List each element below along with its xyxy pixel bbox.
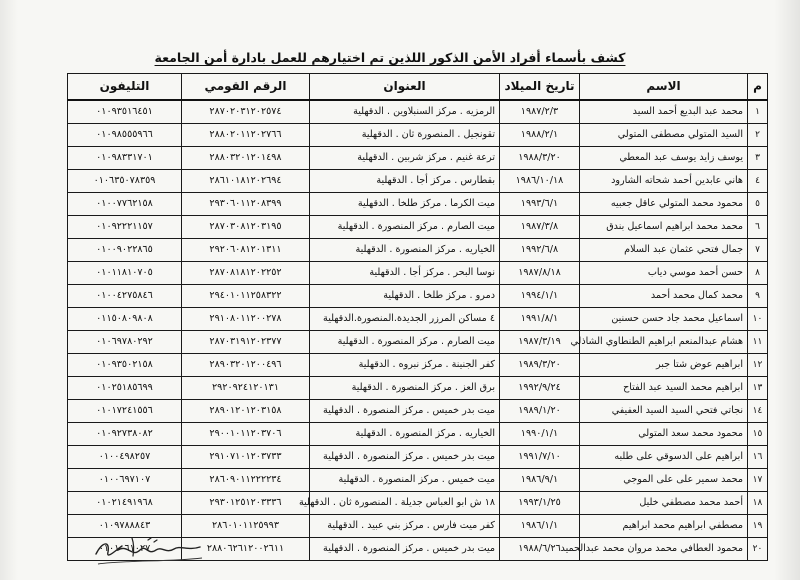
row-address: ميت بدر خميس . مركز المنصورة . الدقهلية — [310, 446, 500, 469]
row-name: يوسف زايد يوسف عبد المعطي — [580, 147, 748, 170]
row-birth-date: ١٩٩١/٨/١ — [500, 308, 580, 331]
row-birth-date: ١٩٩٢/٦/٨ — [500, 239, 580, 262]
row-national-id: ٢٩٣٠٦٠١١٢٠٨٣٩٩ — [182, 193, 310, 216]
row-national-id: ٢٨٨٠٣٢٠١٢٠١٤٩٨ — [182, 147, 310, 170]
row-address: ٤ مساكن المرزر الجديدة.المنصورة.الدقهلية — [310, 308, 500, 331]
row-name: ابراهيم محمد السيد عبد الفتاح — [580, 377, 748, 400]
row-address: ميت الكرما . مركز طلخا . الدقهلية — [310, 193, 500, 216]
row-name: مصطفي ابراهيم محمد ابراهيم — [580, 515, 748, 538]
row-national-id: ٢٨٩٠٣٢٠١٢٠٠٤٩٦ — [182, 354, 310, 377]
row-national-id: ٢٩٤٠١٠١١٢٥٨٣٢٢ — [182, 285, 310, 308]
row-national-id: ٢٨٧٠٢٠٣١٢٠٢٥٧٤ — [182, 100, 310, 124]
row-phone: ٠١٠٦٣٥٠٧٨٣٥٩ — [68, 170, 182, 193]
row-national-id: ٢٨٦٠١٠١١٢٥٩٩٣ — [182, 515, 310, 538]
table-row — [68, 446, 768, 469]
scan-edge-shadow-right — [774, 0, 800, 580]
row-national-id: ٢٩٢٠٩٢٤١٢٠١٣١ — [182, 377, 310, 400]
row-birth-date: ١٩٨٦/٩/١ — [500, 469, 580, 492]
row-name: جمال فتحي عثمان عبد السلام — [580, 239, 748, 262]
row-national-id: ٢٩١٠٧١٠١٢٠٣٧٣٣ — [182, 446, 310, 469]
row-name: هشام عبدالمنعم ابراهيم الطنطاوي الشاذلي — [580, 331, 748, 354]
row-birth-date: ١٩٩٣/٦/١ — [500, 193, 580, 216]
row-birth-date: ١٩٨٩/١/٢٠ — [500, 400, 580, 423]
row-birth-date: ١٩٨٨/٣/٢٠ — [500, 147, 580, 170]
table-row — [68, 285, 768, 308]
row-national-id: ٢٨٨٠٦٢٦١٢٠٠٢٦١١ — [182, 538, 310, 561]
table-row — [68, 331, 768, 354]
row-address: الرمزيه . مركز السنبلاوين . الدقهلية — [310, 100, 500, 124]
row-name: هاني عابدين أحمد شحاته الشارود — [580, 170, 748, 193]
row-serial: ١ — [748, 100, 768, 124]
row-name: محمود محمد سعد المتولي — [580, 423, 748, 446]
header-name: الاسم — [580, 74, 748, 101]
row-phone: ٠١٠٠٤٢٧٥٨٤٦ — [68, 285, 182, 308]
row-address: كفر ميت فارس . مركز بني عبيد . الدقهلية — [310, 515, 500, 538]
table-row — [68, 239, 768, 262]
row-name: اسماعيل محمد جاد حسن حسنين — [580, 308, 748, 331]
table-header — [68, 74, 768, 101]
row-phone: ٠١٠٠٧٧٦٢١٥٨ — [68, 193, 182, 216]
row-national-id: ٢٨٨٠٢٠١١٢٠٢٧٦٦ — [182, 124, 310, 147]
row-name: محمد محمد ابراهيم اسماعيل بندق — [580, 216, 748, 239]
row-national-id: ٢٩١٠٨٠١١٢٠٠٢٧٨ — [182, 308, 310, 331]
row-serial: ١٦ — [748, 446, 768, 469]
row-national-id: ٢٨٧٠٣١٩١٢٠٢٣٧٧ — [182, 331, 310, 354]
row-name: ابراهيم على الدسوقي على طلبه — [580, 446, 748, 469]
row-birth-date: ١٩٨٦/١٠/١٨ — [500, 170, 580, 193]
row-serial: ١٠ — [748, 308, 768, 331]
scan-edge-shadow-left — [0, 0, 18, 580]
row-address: ميت بدر خميس . مركز المنصورة . الدقهلية — [310, 400, 500, 423]
row-serial: ٩ — [748, 285, 768, 308]
row-address: ترعة غنيم . مركز شربين . الدقهلية — [310, 147, 500, 170]
row-serial: ١٣ — [748, 377, 768, 400]
row-birth-date: ١٩٩٢/٩/٢٤ — [500, 377, 580, 400]
header-serial: م — [748, 74, 768, 101]
table-row — [68, 100, 768, 124]
header-phone: التليفون — [68, 74, 182, 101]
row-birth-date: ١٩٨٧/٢/٣ — [500, 100, 580, 124]
table-row — [68, 193, 768, 216]
row-serial: ٦ — [748, 216, 768, 239]
table-row — [68, 262, 768, 285]
row-national-id: ٢٩٢٠٦٠٨١٢٠١٣١١ — [182, 239, 310, 262]
row-phone: ٠١٠١٧٢٤١٥٥٦ — [68, 400, 182, 423]
row-serial: ١٢ — [748, 354, 768, 377]
row-address: الخياريه . مركز المنصورة . الدقهلية — [310, 423, 500, 446]
row-address: برق العز . مركز المنصورة . الدقهلية — [310, 377, 500, 400]
row-phone: ٠١٠٩٣٥١٦٤٥١ — [68, 100, 182, 124]
document-title: كشف بأسماء أفراد الأمن الذكور اللذين تم اختيارهم للعمل بادارة أمن الجامعة — [154, 50, 626, 65]
row-phone: ٠١٠٩٨٣٣١٧٠١ — [68, 147, 182, 170]
row-serial: ٧ — [748, 239, 768, 262]
row-phone: ٠١٠٠٩٠٢٢٨٦٥ — [68, 239, 182, 262]
row-name: ابراهيم عوض شتا جبر — [580, 354, 748, 377]
row-birth-date: ١٩٨٩/٣/٢٠ — [500, 354, 580, 377]
row-serial: ٢ — [748, 124, 768, 147]
row-address: نوسا البحر . مركز أجا . الدقهلية — [310, 262, 500, 285]
handwritten-signature — [88, 520, 208, 570]
table-row — [68, 147, 768, 170]
row-name: حسن أحمد موسي دياب — [580, 262, 748, 285]
row-phone: ٠١٠٠٤٩٨٢٥٧ — [68, 446, 182, 469]
row-address: ميت الصارم . مركز المنصورة . الدقهلية — [310, 216, 500, 239]
row-serial: ٢٠ — [748, 538, 768, 561]
row-national-id: ٢٨٧٠٣٠٨١٢٠٣١٩٥ — [182, 216, 310, 239]
row-phone: ٠١٠٩٨٥٥٥٩٦٦ — [68, 124, 182, 147]
row-phone: ٠١٠٩٢٢٢١١٥٧ — [68, 216, 182, 239]
row-address: ميت بدر خميس . مركز المنصورة . الدقهلية — [310, 538, 500, 561]
row-serial: ١٧ — [748, 469, 768, 492]
row-birth-date: ١٩٩١/٧/١٠ — [500, 446, 580, 469]
table-body — [68, 100, 768, 561]
row-birth-date: ١٩٩٤/١/١ — [500, 285, 580, 308]
row-phone: ٠١٠١٠٦١٠٢٧ — [68, 538, 182, 561]
row-serial: ٨ — [748, 262, 768, 285]
row-phone: ٠١٠٠٦٩٧١٠٧ — [68, 469, 182, 492]
table-row — [68, 216, 768, 239]
table-row — [68, 124, 768, 147]
row-address: ١٨ ش ابو العباس جديلة . المنصورة ثان . الدقهلية — [310, 492, 500, 515]
row-national-id: ٢٨٩٠١٢٠١٢٠٣١٥٨ — [182, 400, 310, 423]
row-address: ميت خميس . مركز المنصورة . الدقهلية — [310, 469, 500, 492]
row-national-id: ٢٩٠٠١٠١١٢٠٣٧٠٦ — [182, 423, 310, 446]
row-address: ميت الصارم . مركز المنصورة . الدقهلية — [310, 331, 500, 354]
row-birth-date: ١٩٨٧/٣/١٩ — [500, 331, 580, 354]
row-national-id: ٢٩٣٠١٢٥١٢٠٣٣٣٦ — [182, 492, 310, 515]
header-row — [68, 74, 768, 101]
row-national-id: ٢٨٦١٠١٨١٢٠٢٦٩٤ — [182, 170, 310, 193]
row-national-id: ٢٨٦٠٩٠١١٢٢٢٢٣٤ — [182, 469, 310, 492]
row-birth-date: ١٩٩٣/١/٢٥ — [500, 492, 580, 515]
row-phone: ٠١٠٩٣٥٠٢١٥٨ — [68, 354, 182, 377]
row-name: محمد سمير على على الموجي — [580, 469, 748, 492]
row-name: نجاتي فتحي السيد السيد العفيفي — [580, 400, 748, 423]
header-national-id: الرقم القومي — [182, 74, 310, 101]
row-phone: ٠١٠٩٧٨٨٨٤٣ — [68, 515, 182, 538]
table-row — [68, 492, 768, 515]
row-name: السيد المتولي مصطفى المتولي — [580, 124, 748, 147]
row-serial: ١١ — [748, 331, 768, 354]
row-national-id: ٢٨٧٠٨١٨١٢٠٢٢٥٢ — [182, 262, 310, 285]
row-phone: ٠١٠٩٢٧٣٨٠٨٢ — [68, 423, 182, 446]
table-row — [68, 354, 768, 377]
row-name: محمد كمال محمد أحمد — [580, 285, 748, 308]
row-address: الخياريه . مركز المنصورة . الدقهلية — [310, 239, 500, 262]
row-name: محمد عبد البديع أحمد السيد — [580, 100, 748, 124]
table-row — [68, 170, 768, 193]
row-phone: ٠١١٥٠٨٠٩٨٠٨ — [68, 308, 182, 331]
row-birth-date: ١٩٨٧/٣/٨ — [500, 216, 580, 239]
table-row — [68, 423, 768, 446]
row-address: تقونجيل . المنصورة ثان . الدقهلية — [310, 124, 500, 147]
row-name: أحمد محمد مصطفي خليل — [580, 492, 748, 515]
row-serial: ٤ — [748, 170, 768, 193]
row-serial: ٣ — [748, 147, 768, 170]
row-serial: ١٨ — [748, 492, 768, 515]
header-address: العنوان — [310, 74, 500, 101]
header-birth-date: تاريخ الميلاد — [500, 74, 580, 101]
row-address: دمرو . مركز طلخا . الدقهلية — [310, 285, 500, 308]
row-serial: ١٥ — [748, 423, 768, 446]
row-birth-date: ١٩٨٨/٢/١ — [500, 124, 580, 147]
row-phone: ٠١٠٦٩٧٨٠٢٩٢ — [68, 331, 182, 354]
row-birth-date: ١٩٨٦/١/١ — [500, 515, 580, 538]
table-row — [68, 469, 768, 492]
personnel-table — [67, 73, 768, 561]
table-row — [68, 377, 768, 400]
row-serial: ٥ — [748, 193, 768, 216]
row-serial: ١٩ — [748, 515, 768, 538]
row-name: محمود محمد المتولي عاقل جعبيه — [580, 193, 748, 216]
row-address: كفر الجنينة . مركز نبروه . الدقهلية — [310, 354, 500, 377]
row-birth-date: ١٩٨٨/٦/٢٦ — [500, 538, 580, 561]
row-phone: ٠١٠١١٨١٠٧٠٥ — [68, 262, 182, 285]
row-birth-date: ١٩٩٠/١/١ — [500, 423, 580, 446]
row-phone: ٠١٠٢١٤٩١٩٦٨ — [68, 492, 182, 515]
row-name: محمود العطافي محمد مروان محمد عبدالحميد — [580, 538, 748, 561]
table-row — [68, 308, 768, 331]
row-serial: ١٤ — [748, 400, 768, 423]
row-phone: ٠١٠٢٥١٨٥٦٩٩ — [68, 377, 182, 400]
row-address: بقطارس . مركز أجا . الدقهلية — [310, 170, 500, 193]
table-row — [68, 400, 768, 423]
row-birth-date: ١٩٨٧/٨/١٨ — [500, 262, 580, 285]
